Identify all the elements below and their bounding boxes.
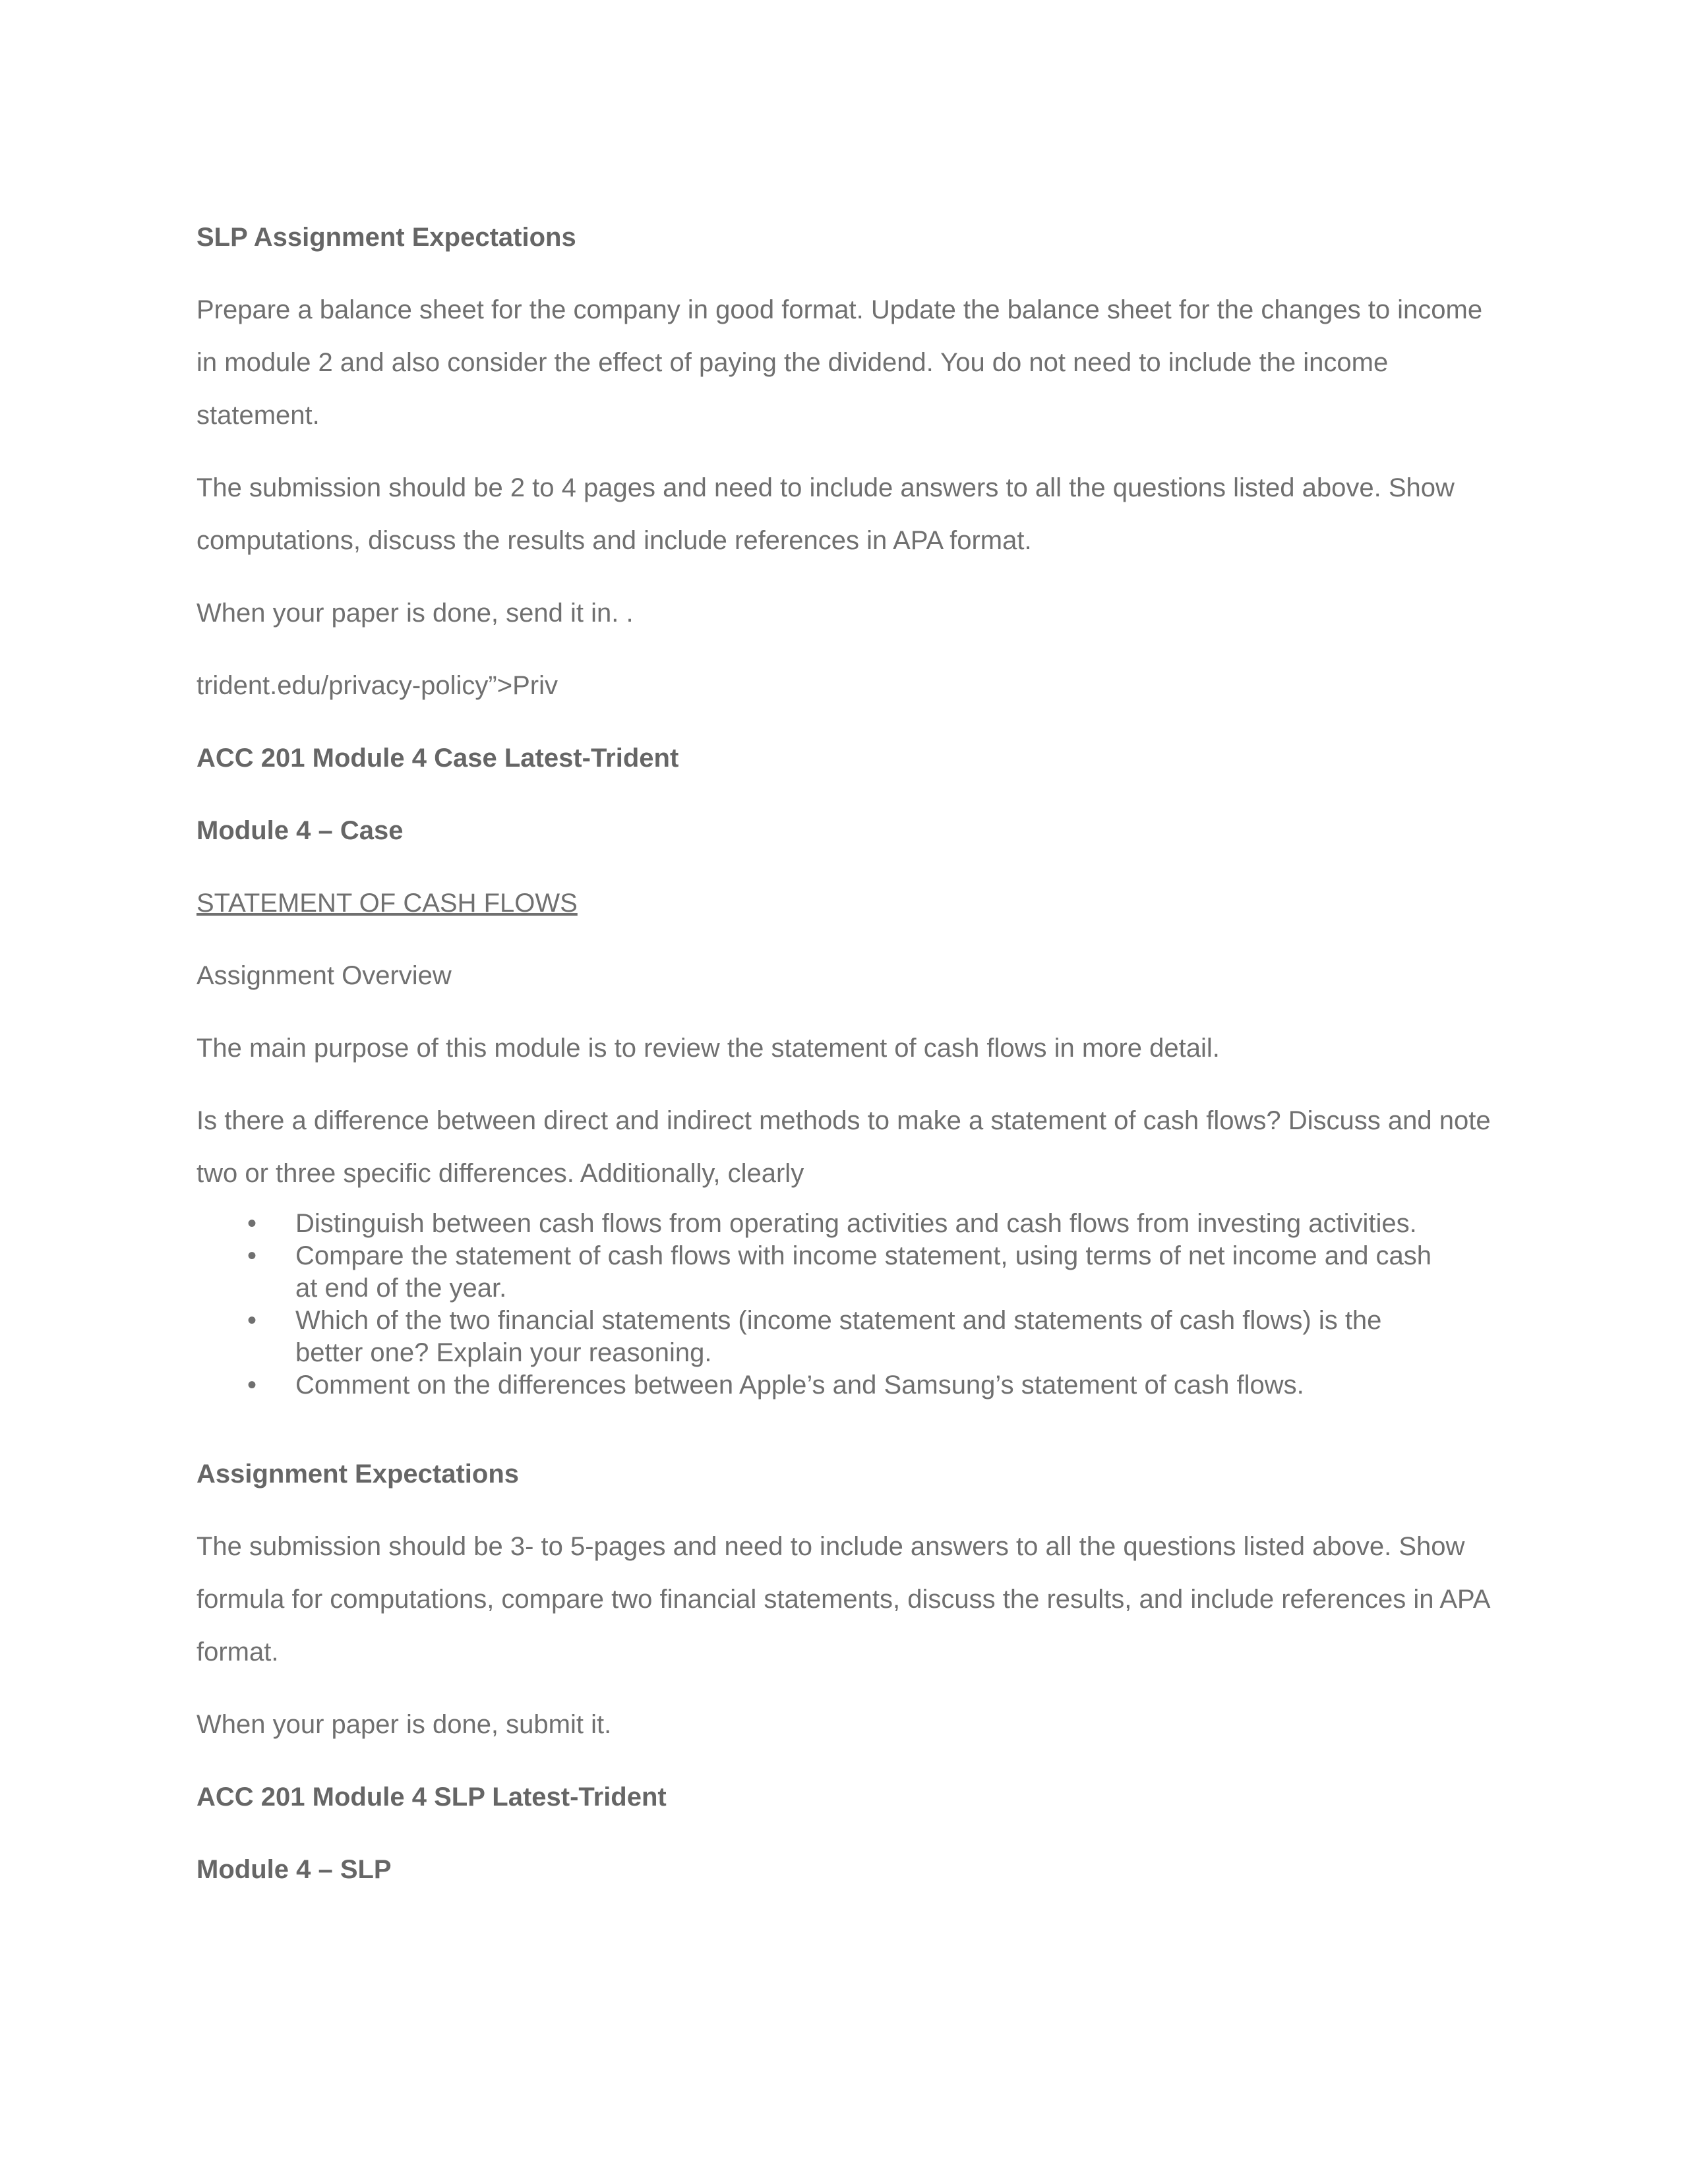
list-item-text: Comment on the differences between Apple’s and Samsung’s statement of cash flows. — [295, 1371, 1304, 1400]
bullet-icon: • — [247, 1371, 257, 1400]
requirements-list — [196, 1208, 1502, 1402]
case-question: Is there a difference between direct and indirect methods to make a statement of cash flows? Discuss and note two or three specific differences. Additionally, clearly — [196, 1106, 1491, 1188]
slp-title: ACC 201 Module 4 SLP Latest-Trident — [196, 1783, 667, 1812]
slp-paragraph-3: When your paper is done, send it in. . — [196, 599, 634, 628]
bullet-icon: • — [247, 1209, 257, 1238]
expectations-paragraph-1: The submission should be 3- to 5-pages and need to include answers to all the questions listed above. Show formula for computations, compare two financial statements, discuss the results, and include references in APA format. — [196, 1532, 1490, 1667]
slp-expectations-heading: SLP Assignment Expectations — [196, 223, 576, 252]
expectations-paragraph-2: When your paper is done, submit it. — [196, 1710, 612, 1739]
case-subject: STATEMENT OF CASH FLOWS — [196, 889, 578, 918]
slp-module-heading: Module 4 – SLP — [196, 1855, 392, 1884]
assignment-overview-label: Assignment Overview — [196, 961, 452, 990]
list-item-text: Distinguish between cash flows from operating activities and cash flows from investing activities. — [295, 1209, 1417, 1238]
bullet-icon: • — [247, 1241, 257, 1270]
link-fragment: trident.edu/privacy-policy”>Priv — [196, 671, 558, 700]
document-page — [196, 211, 1502, 1916]
case-purpose: The main purpose of this module is to review the statement of cash flows in more detail. — [196, 1034, 1220, 1063]
list-item-text-continued: at end of the year. — [295, 1274, 507, 1303]
slp-paragraph-2: The submission should be 2 to 4 pages and need to include answers to all the questions listed above. Show computations, discuss the results and include references in APA format. — [196, 473, 1455, 555]
bullet-icon: • — [247, 1306, 257, 1335]
spacer — [196, 1402, 1502, 1448]
list-item-text: Compare the statement of cash flows with income statement, using terms of net income and cash — [295, 1241, 1432, 1270]
list-item — [196, 1208, 1502, 1240]
case-title: ACC 201 Module 4 Case Latest-Trident — [196, 744, 679, 773]
list-item-text-continued: better one? Explain your reasoning. — [295, 1338, 712, 1367]
assignment-expectations-heading: Assignment Expectations — [196, 1460, 520, 1489]
list-item-text: Which of the two financial statements (income statement and statements of cash flows) is the — [295, 1306, 1382, 1335]
slp-paragraph-1: Prepare a balance sheet for the company in good format. Update the balance sheet for the changes to income in module 2 and also consider the effect of paying the dividend. You do not need to include the income statement. — [196, 295, 1483, 430]
list-item — [196, 1369, 1502, 1402]
list-item — [196, 1305, 1502, 1369]
list-item — [196, 1240, 1502, 1305]
case-module-heading: Module 4 – Case — [196, 816, 404, 845]
